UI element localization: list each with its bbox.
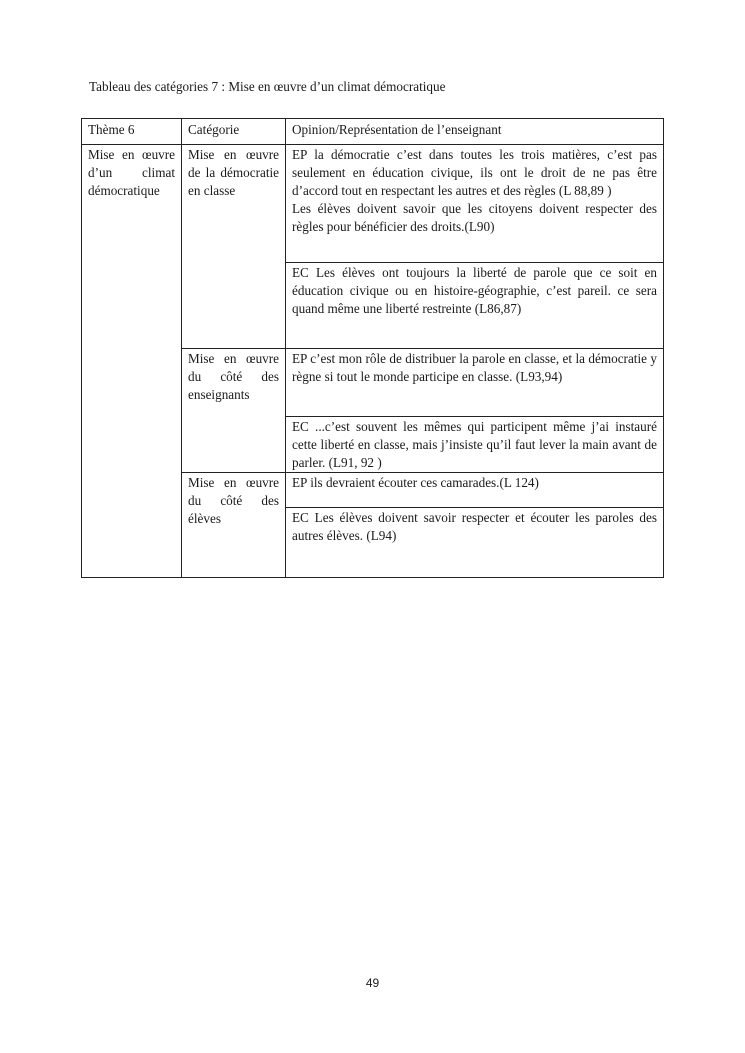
header-category: Catégorie <box>182 119 286 145</box>
header-theme: Thème 6 <box>82 119 182 145</box>
opinion-cell <box>286 473 664 508</box>
opinion-cell <box>286 263 664 349</box>
page-number: 49 <box>365 976 380 990</box>
opinion-text: Les élèves doivent savoir que les citoyens doivent respecter des règles pour bénéficier des droits.(L90) <box>292 201 657 234</box>
header-opinion: Opinion/Représentation de l’enseignant <box>286 119 664 145</box>
opinion-text: EC Les élèves doivent savoir respecter et écouter les paroles des autres élèves. (L94) <box>292 510 657 543</box>
category-text: Mise en œuvre du côté des enseignants <box>188 351 279 402</box>
category-text: Mise en œuvre du côté des élèves <box>188 475 279 526</box>
category-cell <box>182 145 286 349</box>
category-cell <box>182 349 286 473</box>
theme-text: Mise en œuvre d’un climat démocratique <box>88 147 175 198</box>
table-row <box>82 145 664 263</box>
opinion-cell <box>286 417 664 473</box>
opinion-cell <box>286 145 664 263</box>
opinion-cell <box>286 508 664 578</box>
opinion-cell <box>286 349 664 417</box>
theme-cell <box>82 145 182 578</box>
opinion-text: EP ils devraient écouter ces camarades.(L 124) <box>292 475 539 490</box>
table-caption: Tableau des catégories 7 : Mise en œuvre d’un climat démocratique <box>89 79 446 94</box>
opinion-text: EP c’est mon rôle de distribuer la parole en classe, et la démocratie y règne si tout le monde participe en classe. (L93,94) <box>292 351 657 384</box>
opinion-text: EC Les élèves ont toujours la liberté de parole que ce soit en éducation civique ou en histoire-géographie, c’est pareil. ce sera quand même une liberté restreinte (L86,87) <box>292 265 657 316</box>
opinion-text: EC ...c’est souvent les mêmes qui participent même j’ai instauré cette liberté en classe, mais j’insiste qu’il faut lever la main avant de parler. (L91, 92 ) <box>292 419 657 470</box>
table-header-row <box>82 119 664 145</box>
categories-table <box>81 118 664 578</box>
opinion-text: EP la démocratie c’est dans toutes les trois matières, c’est pas seulement en éducation civique, ils ont le droit de ne pas être d’accord tout en respectant les autres et des règles (L 88,89 ) <box>292 147 657 198</box>
category-text: Mise en œuvre de la démocratie en classe <box>188 147 279 198</box>
category-cell <box>182 473 286 578</box>
